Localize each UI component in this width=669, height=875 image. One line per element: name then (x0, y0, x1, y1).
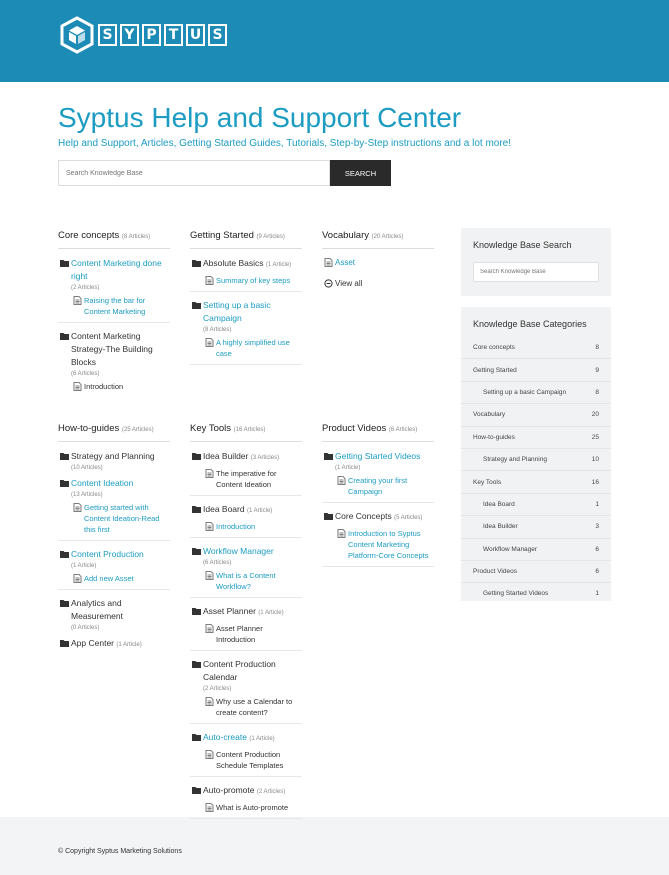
folder-icon (58, 452, 71, 460)
subcategory-link[interactable]: Content Production (71, 549, 144, 559)
folder-icon (190, 505, 203, 513)
subcategory-link[interactable]: Content Production Calendar (203, 659, 276, 682)
category-title[interactable]: Product Videos (6 Articles) (322, 423, 434, 442)
category-vocabulary (322, 230, 434, 290)
folder-icon (190, 733, 203, 741)
sidebar-category-row[interactable]: Setting up a basic Campaign 8 (461, 381, 611, 403)
subcategory-link[interactable]: Content Marketing Strategy-The Building Blocks (71, 331, 153, 367)
logo[interactable] (60, 16, 230, 54)
folder-icon (190, 452, 203, 460)
article-link[interactable]: Add new Asset (84, 574, 134, 583)
article-count: (0 Articles) (71, 625, 100, 631)
document-icon (203, 276, 216, 285)
article-link[interactable]: Introduction (216, 522, 256, 531)
search-input[interactable] (58, 160, 330, 186)
document-icon (335, 476, 348, 485)
article-link[interactable]: Content Production Schedule Templates (216, 750, 284, 770)
footer-copyright: © Copyright Syptus Marketing Solutions (58, 848, 182, 855)
folder-icon (58, 599, 71, 607)
search-button[interactable]: SEARCH (330, 160, 391, 186)
document-icon (203, 624, 216, 633)
article-link[interactable]: Introduction to Syptus Content Marketing Platform-Core Concepts (348, 529, 429, 560)
subcategory-link[interactable]: Content Marketing done right (71, 258, 162, 281)
document-icon (203, 750, 216, 759)
folder-icon (190, 259, 203, 267)
document-icon (71, 574, 84, 583)
folder-icon (190, 301, 203, 309)
sidebar-category-row[interactable]: Idea Board 1 (461, 493, 611, 515)
category-title[interactable]: Vocabulary (20 Articles) (322, 230, 434, 249)
sidebar-category-row[interactable]: Core concepts 8 (473, 344, 599, 352)
sidebar-category-row[interactable]: Idea Builder 3 (461, 515, 611, 537)
article-link[interactable]: Summary of key steps (216, 276, 291, 285)
subcategory-link[interactable]: Strategy and Planning (71, 451, 155, 461)
sidebar-category-row[interactable]: Strategy and Planning 10 (461, 448, 611, 470)
folder-icon (190, 786, 203, 794)
sidebar-category-row[interactable]: Getting Started 9 (461, 358, 611, 380)
article-link[interactable]: What is Auto-promote (216, 803, 289, 812)
sidebar-search-title: Knowledge Base Search (473, 240, 572, 250)
article-count: (1 Article) (335, 465, 361, 471)
folder-icon (58, 479, 71, 487)
document-icon (203, 469, 216, 478)
folder-icon (190, 547, 203, 555)
sidebar-search-widget (461, 228, 611, 296)
article-link[interactable]: Asset Planner Introduction (216, 624, 263, 644)
circle-minus-icon (322, 279, 335, 288)
category-title[interactable]: Core concepts (8 Articles) (58, 230, 170, 249)
subcategory-link[interactable]: Auto-create (1 Article) (203, 732, 275, 742)
logo-letter: P (142, 24, 161, 46)
document-icon (322, 258, 335, 267)
article-link[interactable]: Asset (335, 258, 356, 267)
category-title[interactable]: How-to-guides (25 Articles) (58, 423, 170, 442)
folder-icon (58, 550, 71, 558)
document-icon (71, 382, 84, 391)
subcategory-link[interactable]: Auto-promote (2 Articles) (203, 785, 286, 795)
article-count: (13 Articles) (71, 492, 103, 498)
article-link[interactable]: What is a Content Workflow? (216, 571, 276, 591)
main-content (0, 82, 669, 817)
subcategory-link[interactable]: Core Concepts (5 Articles) (335, 511, 423, 521)
sidebar-category-row[interactable]: How-to-guides 25 (461, 426, 611, 448)
sidebar-category-row[interactable]: Product Videos 6 (461, 560, 611, 582)
sidebar-category-row[interactable]: Workflow Manager 6 (461, 538, 611, 560)
article-count: (6 Articles) (203, 560, 232, 566)
view-all-link[interactable]: View all (335, 279, 363, 288)
document-icon (203, 697, 216, 706)
logo-letter: U (186, 24, 205, 46)
subcategory-link[interactable]: Content Ideation (71, 478, 134, 488)
article-count: (2 Articles) (71, 285, 100, 291)
article-link[interactable]: The imperative for Content Ideation (216, 469, 277, 489)
sidebar-category-row[interactable]: Getting Started Videos 1 (461, 582, 611, 604)
page-subtitle: Help and Support, Articles, Getting Started Guides, Tutorials, Step-by-Step instructions and a lot more! (58, 138, 512, 149)
article-count: (10 Articles) (71, 465, 103, 471)
subcategory-link[interactable]: Getting Started Videos (335, 451, 421, 461)
article-count: (2 Articles) (203, 686, 232, 692)
document-icon (203, 803, 216, 812)
sidebar-categories-widget (461, 307, 611, 601)
logo-letter: Y (120, 24, 139, 46)
folder-icon (58, 639, 71, 647)
category-how-to-guides (58, 423, 170, 658)
article-count: (6 Articles) (71, 371, 100, 377)
sidebar-search-input[interactable] (473, 262, 599, 282)
article-link[interactable]: Why use a Calendar to create content? (216, 697, 293, 717)
folder-icon (190, 660, 203, 668)
category-product-videos (322, 423, 434, 574)
category-key-tools (190, 423, 302, 826)
category-title[interactable]: Getting Started (9 Articles) (190, 230, 302, 249)
logo-letter: S (98, 24, 117, 46)
subcategory-link[interactable]: Asset Planner (1 Article) (203, 606, 284, 616)
logo-letter: T (164, 24, 183, 46)
subcategory-link[interactable]: Idea Board (1 Article) (203, 504, 273, 514)
category-getting-started (190, 230, 302, 372)
article-count: (1 Article) (71, 563, 97, 569)
category-title[interactable]: Key Tools (16 Articles) (190, 423, 302, 442)
article-link[interactable]: Getting started with Content Ideation-Read this first (84, 503, 160, 534)
folder-icon (58, 259, 71, 267)
document-icon (71, 503, 84, 512)
folder-icon (322, 512, 335, 520)
subcategory-link[interactable]: Idea Builder (3 Articles) (203, 451, 280, 461)
article-link[interactable]: A highly simplified use case (216, 338, 290, 358)
sidebar-categories-title: Knowledge Base Categories (473, 319, 587, 329)
sidebar-category-row[interactable]: Key Tools 16 (461, 470, 611, 492)
article-link[interactable]: Introduction (84, 382, 124, 391)
folder-icon (322, 452, 335, 460)
document-icon (203, 522, 216, 531)
subcategory-link[interactable]: App Center (1 Article) (71, 638, 142, 648)
subcategory-link[interactable]: Setting up a basic Campaign (203, 300, 271, 323)
document-icon (71, 296, 84, 305)
subcategory-link[interactable]: Analytics and Measurement (71, 598, 123, 621)
subcategory-link[interactable]: Absolute Basics (1 Article) (203, 258, 292, 268)
logo-letter: S (208, 24, 227, 46)
document-icon (203, 338, 216, 347)
document-icon (335, 529, 348, 538)
article-link[interactable]: Creating your first Campaign (348, 476, 408, 496)
header (0, 0, 669, 82)
category-core-concepts (58, 230, 170, 404)
sidebar-category-row[interactable]: Vocabulary 20 (461, 403, 611, 425)
folder-icon (58, 332, 71, 340)
article-link[interactable]: Raising the bar for Content Marketing (84, 296, 146, 316)
folder-icon (190, 607, 203, 615)
article-count: (8 Articles) (203, 327, 232, 333)
subcategory-link[interactable]: Workflow Manager (203, 546, 274, 556)
cube-logo-icon (60, 16, 94, 54)
document-icon (203, 571, 216, 580)
page-title: Syptus Help and Support Center (58, 102, 462, 133)
